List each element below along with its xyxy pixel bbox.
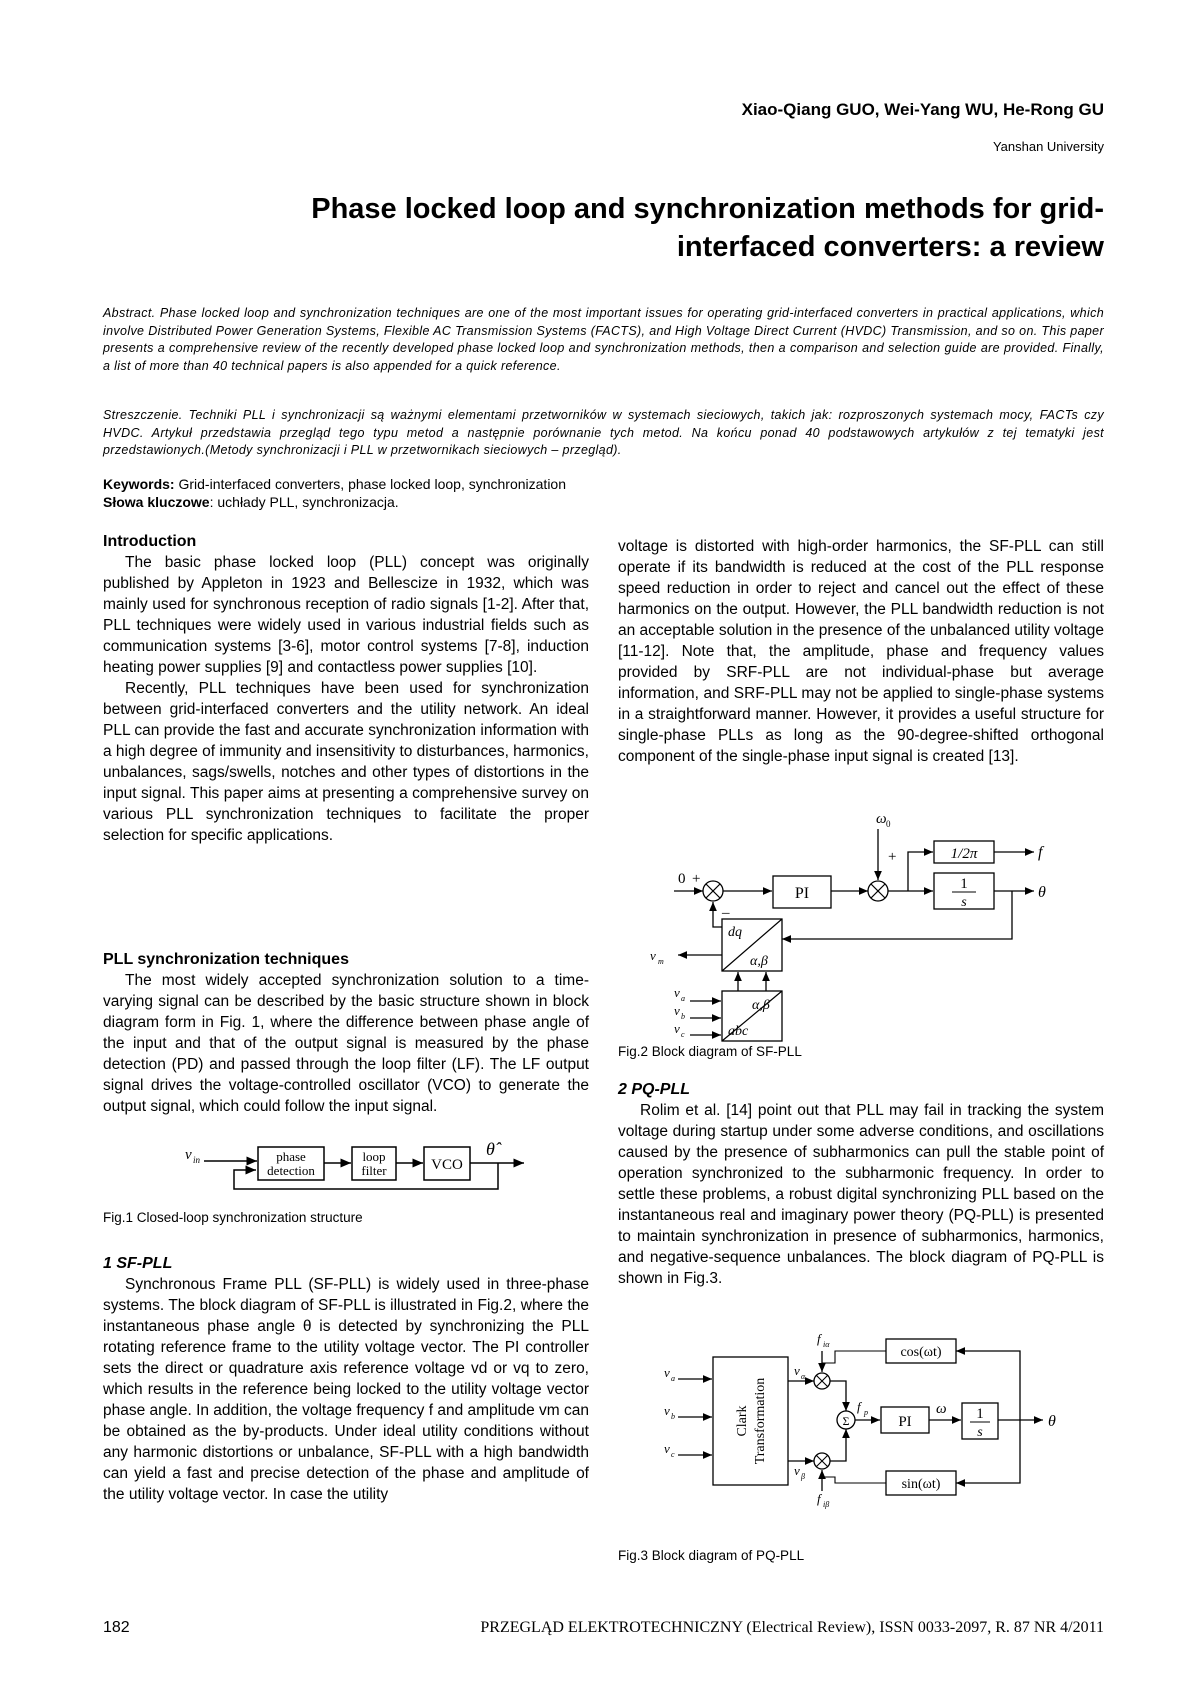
fig3-fp-sub: p	[864, 1408, 868, 1417]
fig2-omega0-sub: 0	[886, 819, 891, 829]
fig2-va-sub: a	[681, 994, 685, 1003]
fig2-vm-label: v	[650, 948, 656, 963]
right-column	[618, 536, 1104, 767]
fig3-clark-line1: Clark	[735, 1405, 750, 1437]
abstract-pl: Streszczenie. Techniki PLL i synchronizacji są ważnymi elementami przetworników w systemach sieciowych, takich jak: rozproszonych systemach mocy, FACTs czy HVDC. Artykuł przedstawia przegląd tego typu metod a następnie porównanie tych metod. Na końcu ponad 40 podstawowych artykułów z tej tematyki jest przedstawionych.(Metody synchronizacji i PLL w przetwornikach sieciowych – przegląd).	[103, 408, 1104, 458]
fig3-fib-label: f	[817, 1491, 821, 1506]
fig2-vc-label: v	[674, 1021, 680, 1036]
page-number: 182	[103, 1619, 130, 1636]
journal-footer: PRZEGLĄD ELEKTROTECHNICZNY (Electrical Review), ISSN 0033-2097, R. 87 NR 4/2011	[480, 1619, 1104, 1636]
fig3-fp-label: f	[857, 1399, 861, 1414]
fig2-caption: Fig.2 Block diagram of SF-PLL	[618, 1044, 802, 1059]
intro-paragraph-1: The basic phase locked loop (PLL) concept was originally published by Appleton in 1923 and Bellescize in 1932, which was mainly used for synchronous reception of radio signals [1-2]. After that, PLL techniques were widely used in various industrial fields such as communication systems [3-6], motor control systems [7-8], induction heating power supplies [9] and contactless power supplies [10].	[103, 554, 589, 676]
fig3-clark-block	[713, 1357, 788, 1485]
fig2-abc-label: abc	[728, 1024, 749, 1039]
fig3-vbeta-label: v	[794, 1463, 800, 1478]
paper-title	[124, 190, 1104, 266]
fig3-valpha-label: v	[794, 1363, 800, 1378]
fig3-vc-sub: c	[671, 1450, 675, 1459]
fig1-vco-label: VCO	[431, 1157, 463, 1173]
fig1-pd-line2: detection	[267, 1163, 315, 1178]
fig2-omega0-label: ω	[876, 811, 887, 827]
fig3-valpha-sub: α	[801, 1372, 806, 1381]
keywords-en-text: Grid-interfaced converters, phase locked loop, synchronization	[174, 476, 567, 492]
sfpll-paragraph: Synchronous Frame PLL (SF-PLL) is widely used in three-phase systems. The block diagram of SF-PLL is illustrated in Fig.2, where the instantaneous phase angle θ is detected by synchronizing the PLL rotating reference frame to the utility voltage vector. The PI controller sets the direct or quadrature axis reference voltage vd or vq to zero, which results in the reference being locked to the utility voltage vector phase angle. In addition, the voltage frequency f and amplitude vm can be obtained as the by-products. Under ideal utility conditions without any harmonic distortions or unbalance, SF-PLL with a high bandwidth can yield a fast and precise detection of the phase and amplitude of the utility voltage vector. In case the utility	[103, 1276, 589, 1503]
fig2-vm-sub: m	[658, 957, 664, 966]
fig1-caption: Fig.1 Closed-loop synchronization structure	[103, 1210, 363, 1225]
fig2-vb-sub: b	[681, 1012, 685, 1021]
keywords-pl-label: Słowa kluczowe	[103, 494, 210, 510]
heading-pll-techniques: PLL synchronization techniques	[103, 951, 349, 968]
fig3-clark-line2: Transformation	[753, 1377, 768, 1465]
keywords-en-label: Keywords:	[103, 476, 175, 492]
heading-pq-pll: 2 PQ-PLL	[618, 1081, 691, 1098]
fig1-pd-line1: phase	[276, 1149, 306, 1164]
left-column	[103, 531, 589, 846]
fig3-va-sub: a	[671, 1374, 675, 1383]
fig1-output-label: θ̂	[486, 1139, 495, 1159]
fig2-integrator-den: s	[961, 895, 967, 910]
fig2-alphabeta-label-2: α,β	[752, 998, 770, 1013]
pll-paragraph: The most widely accepted synchronization solution to a time-varying signal can be described by the basic structure shown in block diagram form in Fig. 1, where the difference between phase angle of the input and that of the output signal is measured by the phase detection (PD) and passed through the loop filter (LF). The LF output signal drives the voltage-controlled oscillator (VCO) to generate the output signal, which could follow the input signal.	[103, 972, 589, 1115]
fig3-fia-label: f	[817, 1331, 821, 1346]
authors: Xiao-Qiang GUO, Wei-Yang WU, He-Rong GU	[741, 100, 1104, 119]
keywords-en	[103, 475, 1104, 493]
fig2-plus-2: +	[888, 849, 897, 865]
fig2-integrator-num: 1	[960, 876, 968, 892]
fig3-vbeta-sub: β	[801, 1472, 805, 1481]
right-column-pqpll	[618, 1079, 1104, 1289]
heading-introduction: Introduction	[103, 533, 197, 550]
heading-sf-pll: 1 SF-PLL	[103, 1255, 173, 1272]
fig3-cos-label: cos(ωt)	[900, 1345, 942, 1360]
fig3-sigma-label: Σ	[842, 1414, 850, 1428]
keywords-pl-text: : uchłady PLL, synchronizacja.	[209, 494, 399, 510]
fig3-integrator-den: s	[977, 1425, 983, 1440]
fig3-omega-label: ω	[936, 1401, 947, 1417]
fig2-alphabeta-label-1: α,β	[750, 954, 768, 969]
fig2-minus: –	[722, 905, 730, 921]
fig3-diagram	[660, 1331, 1090, 1509]
fig1-lf-line2: filter	[361, 1163, 387, 1178]
keywords-pl	[103, 493, 1104, 511]
fig3-pi-label: PI	[898, 1414, 912, 1430]
fig2-theta-label: θ	[1038, 884, 1046, 901]
fig3-theta-label: θ	[1048, 1413, 1056, 1430]
fig2-va-label: v	[674, 985, 680, 1000]
fig1-input-label: v	[185, 1147, 192, 1163]
fig3-vb-label: v	[664, 1403, 670, 1418]
fig3-sin-label: sin(ωt)	[901, 1477, 941, 1492]
abstract-en: Abstract. Phase locked loop and synchronization techniques are one of the most important issues for operating grid-interfaced converters in practical applications, which involve Distributed Power Generation Systems, Flexible AC Transmission Systems (FACTS), and High Voltage Direct Current (HVDC) Transmission, and so on. This paper presents a comprehensive review of the recently developed phase locked loop and synchronization methods, then a comparison and selection guide are provided. Finally, a list of more than 40 technical papers is also appended for a quick reference.	[103, 306, 1104, 373]
fig3-fia-sub: iα	[823, 1340, 830, 1349]
fig2-diagram	[650, 805, 1072, 1041]
fig3-vc-label: v	[664, 1441, 670, 1456]
fig2-vc-sub: c	[681, 1030, 685, 1039]
fig3-vb-sub: b	[671, 1412, 675, 1421]
fig2-pi-label: PI	[794, 885, 810, 902]
fig2-vb-label: v	[674, 1003, 680, 1018]
right-paragraph-1: voltage is distorted with high-order harmonics, the SF-PLL can still operate if its bandwidth is reduced at the cost of the PLL response speed reduction in order to reject and cancel out the effect of these harmonics on the output. However, the PLL bandwidth reduction is not an acceptable solution in the presence of the unbalanced utility voltage [11-12]. Note that, the amplitude, phase and frequency values provided by SRF-PLL are not individual-phase but average information, and SRF-PLL may not be applied to single-phase systems in a straightforward manner. However, it provides a useful structure for single-phase PLLs as long as the 90-degree-shifted orthogonal component of the single-phase input signal is created [13].	[618, 538, 1105, 765]
left-column-pll	[103, 949, 589, 1117]
fig3-va-label: v	[664, 1365, 670, 1380]
fig3-fib-sub: iβ	[823, 1500, 830, 1509]
fig3-integrator-num: 1	[976, 1406, 984, 1422]
fig2-plus-1: +	[692, 871, 701, 887]
fig1-diagram	[180, 1137, 540, 1195]
fig2-dq-label: dq	[728, 925, 742, 940]
fig3-caption: Fig.3 Block diagram of PQ-PLL	[618, 1548, 805, 1563]
title-line-1: Phase locked loop and synchronization methods for grid-	[311, 193, 1104, 225]
fig2-f-label: f	[1038, 844, 1043, 861]
fig1-input-sub: in	[193, 1155, 201, 1165]
fig1-lf-line1: loop	[362, 1149, 386, 1164]
left-column-sfpll	[103, 1253, 589, 1505]
affiliation: Yanshan University	[992, 139, 1104, 154]
fig2-inv2pi-label: 1/2π	[950, 846, 978, 862]
intro-paragraph-2: Recently, PLL techniques have been used for synchronization between grid-interfaced converters and the utility network. An ideal PLL can provide the fast and accurate synchronization information with a high degree of immunity and insensitivity to disturbances, harmonics, unbalances, sags/swells, notches and other types of distortions in the input signal. This paper aims at presenting a comprehensive survey on various PLL synchronization techniques to facilitate the proper selection for specific applications.	[103, 680, 589, 844]
fig2-zero-label: 0	[678, 871, 686, 887]
title-line-2: interfaced converters: a review	[676, 231, 1104, 263]
pqpll-paragraph: Rolim et al. [14] point out that PLL may fail in tracking the system voltage during startup under some adverse conditions, and oscillations caused by the presence of subharmonics can pull the stable point of operation synchronized to the subharmonic frequency. In order to settle these problems, a robust digital synchronizing PLL based on the instantaneous real and imaginary power theory (PQ-PLL) is presented to maintain synchronization in presence of subharmonics, harmonics, and negative-sequence unbalances. The block diagram of PQ-PLL is shown in Fig.3.	[618, 1102, 1104, 1287]
